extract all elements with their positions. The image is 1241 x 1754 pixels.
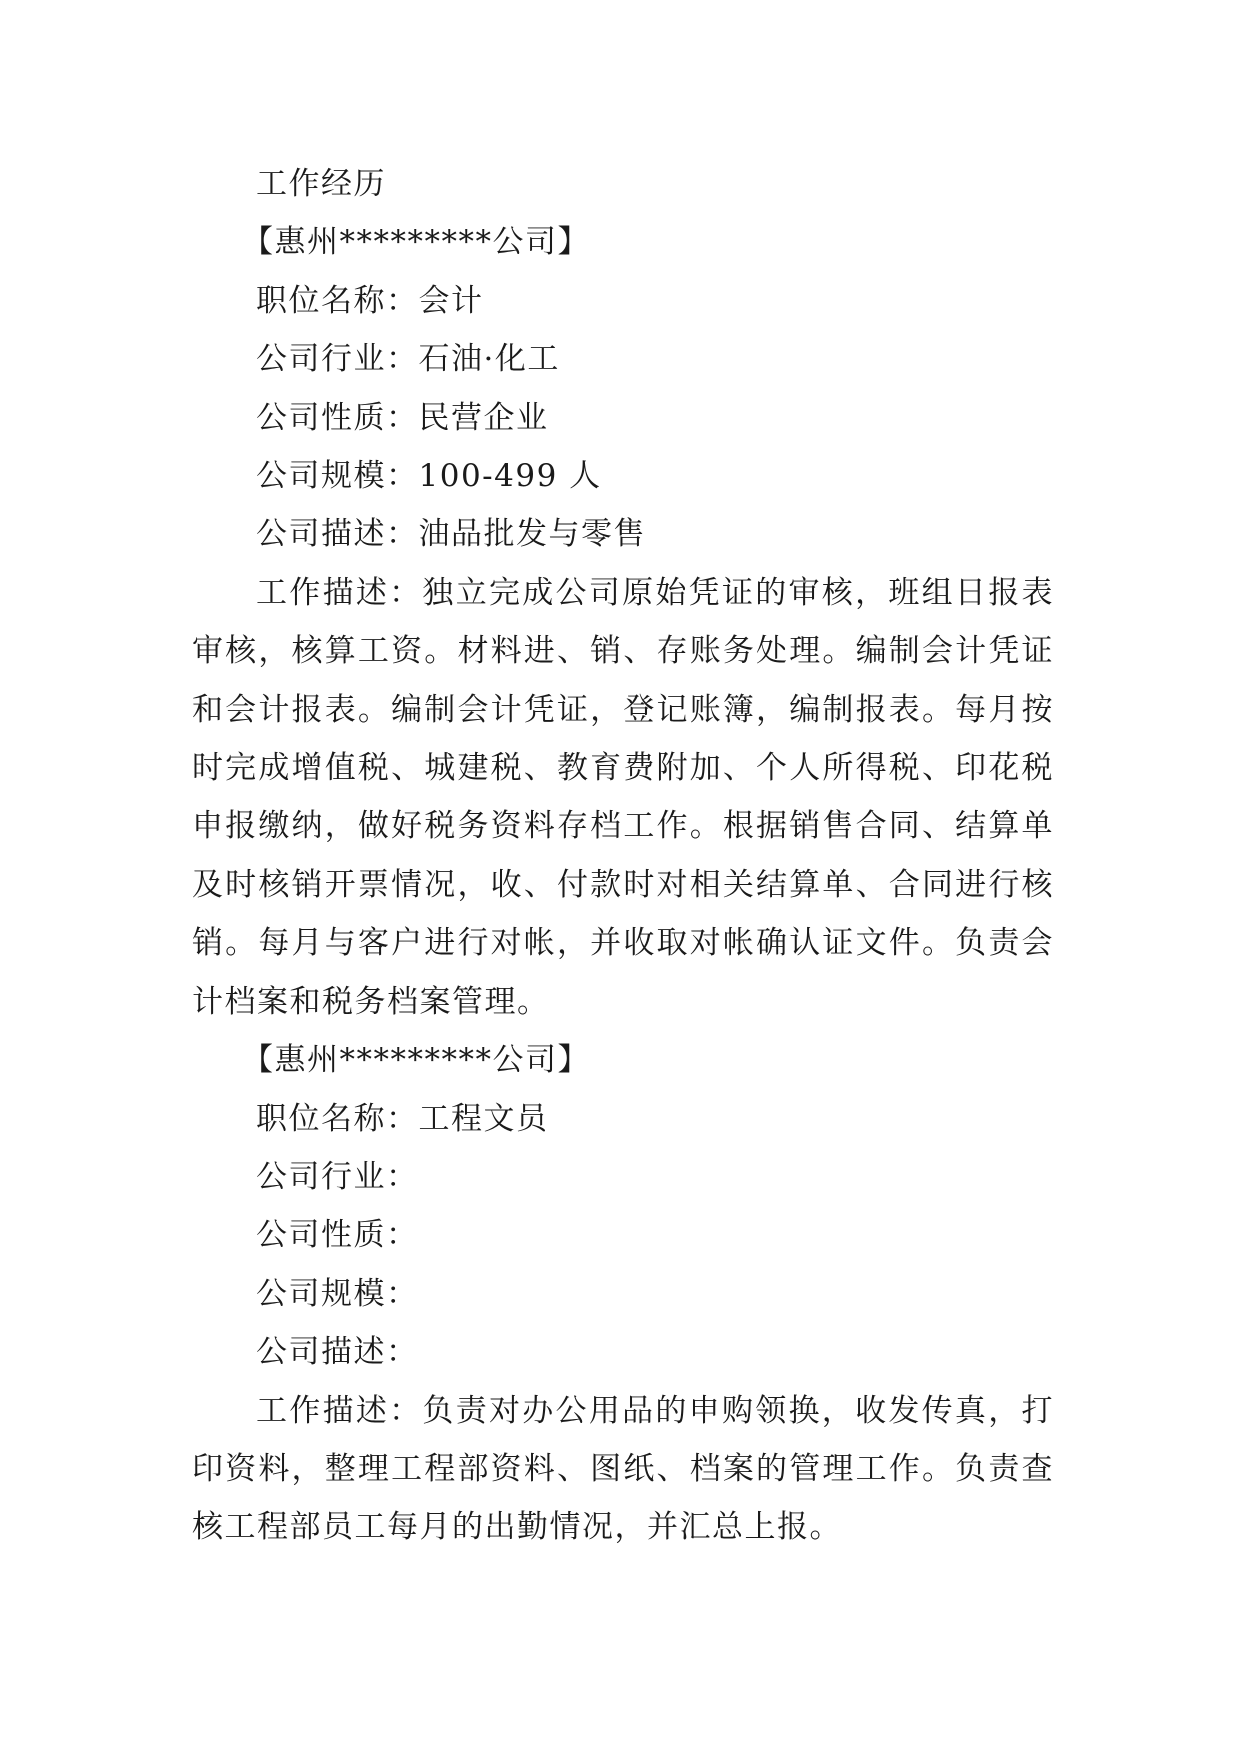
- company-industry: 公司行业：石油·化工: [256, 341, 560, 378]
- company-description: 公司描述：: [256, 1334, 419, 1371]
- company-name: 【惠州*********公司】: [242, 224, 590, 261]
- job-entry-1: [192, 213, 1072, 1031]
- company-scale: 公司规模：: [256, 1275, 419, 1312]
- position-name: 职位名称：会计: [256, 282, 484, 319]
- company-nature: 公司性质：民营企业: [256, 399, 549, 436]
- company-name: 【惠州*********公司】: [242, 1042, 590, 1079]
- company-nature: 公司性质：: [256, 1217, 419, 1254]
- job-description: 工作描述：独立完成公司原始凭证的审核，班组日报表审核，核算工资。材料进、销、存账务处理。编制会计凭证和会计报表。编制会计凭证，登记账簿，编制报表。每月按时完成增值税、城建税、教育费附加、个人所得税、印花税申报缴纳，做好税务资料存档工作。根据销售合同、结算单及时核销开票情况，收、付款时对相关结算单、合同进行核销。每月与客户进行对帐，并收取对帐确认证文件。负责会计档案和税务档案管理。: [192, 574, 1054, 1020]
- company-industry: 公司行业：: [256, 1158, 419, 1195]
- company-scale: 公司规模：100-499 人: [256, 458, 602, 495]
- job-entry-2: [192, 1031, 1072, 1557]
- job-description: 工作描述：负责对办公用品的申购领换，收发传真，打印资料，整理工程部资料、图纸、档案的管理工作。负责查核工程部员工每月的出勤情况，并汇总上报。: [192, 1392, 1054, 1546]
- position-name: 职位名称：工程文员: [256, 1100, 549, 1137]
- company-description: 公司描述：油品批发与零售: [256, 516, 646, 553]
- resume-content: [192, 155, 1072, 1557]
- section-title: 工作经历: [256, 166, 386, 202]
